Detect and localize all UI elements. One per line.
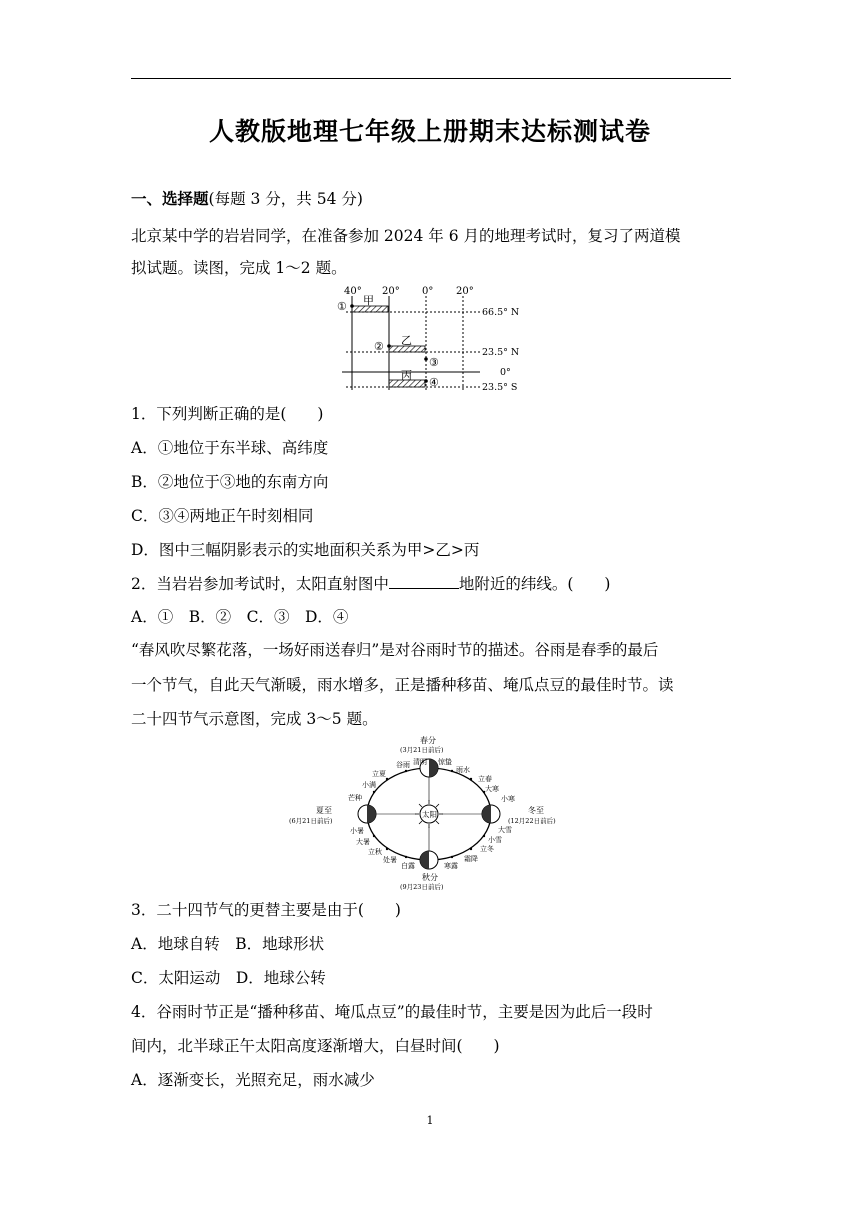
summer-solstice-label: 夏至	[316, 806, 332, 815]
q1-option-d: D．图中三幅阴影表示的实地面积关系为甲>乙>丙	[131, 541, 480, 559]
lon-label-40: 40°	[344, 286, 362, 297]
spring-equinox-label: 春分	[420, 736, 436, 745]
marker-3: ③	[429, 356, 439, 369]
lat-label-23n: 23.5° N	[482, 347, 520, 358]
q2-stem	[131, 573, 731, 595]
q4-option-a: A．逐渐变长，光照充足，雨水减少	[131, 1071, 375, 1089]
q3-stem: 3．二十四节气的更替主要是由于( )	[131, 901, 401, 919]
term-jingzhe: 惊蛰	[438, 758, 452, 766]
term-guyu: 谷雨	[396, 761, 410, 769]
term-daxue: 大雪	[498, 826, 512, 834]
q1-option-c: C．③④两地正午时刻相同	[131, 507, 314, 525]
q4-stem-line2: 间内，北半球正午太阳高度逐渐增大，白昼时间( )	[131, 1037, 500, 1055]
spring-equinox-date: (3月21日前后)	[400, 746, 444, 754]
term-chushu: 处暑	[383, 856, 397, 864]
term-bailu: 白露	[401, 862, 415, 870]
lat-label-66: 66.5° N	[482, 307, 520, 318]
term-dahan: 大寒	[485, 785, 499, 793]
earth-autumn-icon	[420, 851, 438, 869]
term-liqiu: 立秋	[368, 848, 382, 856]
intro2-line2: 一个节气，自此天气渐暖，雨水增多，正是播种移苗、埯瓜点豆的最佳时节。读	[131, 676, 674, 694]
marker-1: ①	[337, 300, 347, 313]
q3-options-line1: A．地球自转 B．地球形状	[131, 935, 325, 953]
term-shuangjiang: 霜降	[464, 855, 478, 863]
winter-solstice-label: 冬至	[528, 806, 544, 815]
earth-summer-icon	[358, 805, 376, 823]
q4-stem-line1: 4．谷雨时节正是“播种移苗、埯瓜点豆”的最佳时节，主要是因为此后一段时	[131, 1003, 653, 1021]
term-xiaoshu: 小暑	[350, 827, 364, 835]
summer-solstice-date: (6月21日前后)	[289, 817, 333, 825]
marker-4: ④	[429, 376, 439, 389]
solar-terms-figure	[286, 734, 576, 892]
page-title: 人教版地理七年级上册期末达标测试卷	[208, 117, 651, 146]
region-jia: 甲	[363, 294, 374, 307]
q1-option-a: A．①地位于东半球、高纬度	[131, 439, 329, 457]
region-yi: 乙	[401, 334, 412, 347]
autumn-equinox-label: 秋分	[422, 873, 438, 882]
intro2-line1: “春风吹尽繁花落，一场好雨送春归”是对谷雨时节的描述。谷雨是春季的最后	[131, 641, 659, 659]
intro1-line2: 拟试题。读图，完成 1～2 题。	[131, 259, 347, 277]
term-hanlu: 寒露	[444, 862, 458, 870]
lat-label-23s: 23.5° S	[482, 382, 518, 393]
term-lichun: 立春	[478, 775, 492, 783]
term-xiaoman: 小满	[362, 781, 376, 789]
q2-options: A．① B．② C．③ D．④	[131, 608, 349, 626]
lat-long-grid-figure	[330, 284, 540, 396]
section-title: 一、选择题	[131, 190, 209, 208]
q1-option-b: B．②地位于③地的东南方向	[131, 473, 329, 491]
q2-stem-part1: 2．当岩岩参加考试时，太阳直射图中	[131, 575, 389, 593]
term-xiaohan: 小寒	[501, 795, 515, 803]
term-mangzhong: 芒种	[348, 794, 362, 802]
lat-label-0: 0°	[500, 367, 511, 378]
q2-stem-part2: 地附近的纬线。( )	[458, 575, 611, 593]
term-lidong: 立冬	[480, 845, 494, 853]
term-lixia: 立夏	[372, 770, 386, 778]
lon-label-20b: 20°	[456, 286, 474, 297]
intro1-line1: 北京某中学的岩岩同学，在准备参加 2024 年 6 月的地理考试时，复习了两道模	[131, 227, 681, 245]
q1-stem: 1．下列判断正确的是( )	[131, 405, 324, 423]
q3-options-line2: C．太阳运动 D．地球公转	[131, 969, 326, 987]
region-bing: 丙	[401, 369, 412, 382]
section-heading	[131, 188, 731, 210]
page-number: 1	[426, 1114, 434, 1127]
top-rule	[131, 78, 731, 79]
term-qingming: 清明	[413, 758, 427, 766]
autumn-equinox-date: (9月23日前后)	[400, 883, 444, 891]
q2-answer-blank	[389, 573, 459, 589]
term-xiaoxue: 小雪	[488, 836, 502, 844]
intro2-line3: 二十四节气示意图，完成 3～5 题。	[131, 710, 378, 728]
lon-label-0: 0°	[422, 286, 434, 297]
section-note: (每题 3 分，共 54 分)	[208, 190, 363, 208]
lon-label-20a: 20°	[382, 286, 400, 297]
sun-label: 太阳	[422, 810, 437, 819]
term-dashu: 大暑	[356, 838, 370, 846]
term-yushui: 雨水	[456, 766, 470, 774]
marker-2: ②	[374, 340, 384, 353]
earth-winter-icon	[482, 805, 500, 823]
winter-solstice-date: (12月22日前后)	[508, 817, 556, 825]
